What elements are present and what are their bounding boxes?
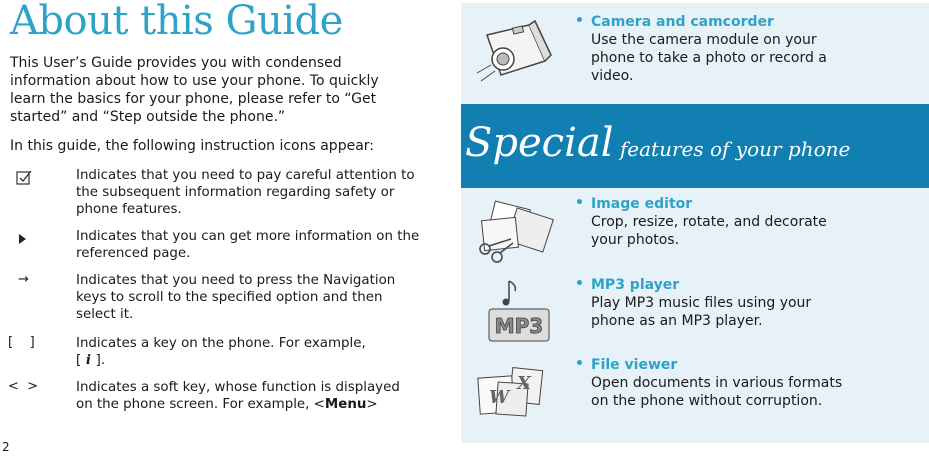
svg-text:W: W — [489, 387, 510, 408]
page-number: 2 — [2, 440, 10, 454]
angle-brackets-icon: < > — [8, 379, 39, 394]
feature-mp3-player — [579, 277, 859, 330]
instruction-text: Indicates that you need to press the Navigation keys to scroll to the specified option and then select it. — [76, 273, 396, 322]
right-page — [461, 3, 929, 443]
mp3-icon — [479, 277, 559, 351]
intro-paragraph: This User’s Guide provides you with condensed information about how to use your phone. To quickly learn the basics for your phone, please refer to “Get started” and “Step outside the phone.” — [10, 55, 379, 125]
feature-description: Use the camera module on your phone to take a photo or record a video. — [591, 32, 827, 84]
feature-camera — [579, 14, 859, 85]
feature-description: Play MP3 music files using your phone as an MP3 player. — [591, 295, 812, 329]
feature-description: Open documents in various formats on the phone without corruption. — [591, 375, 843, 409]
camera-icon — [473, 15, 553, 89]
info-key-icon: i — [81, 352, 96, 368]
banner-title-big: Special — [465, 120, 614, 166]
arrow-right-icon: → — [18, 272, 29, 287]
instruction-text: Indicates that you need to pay careful attention to the subsequent information regarding safety or phone features. — [76, 168, 415, 217]
intro-icons-line: In this guide, the following instruction icons appear: — [10, 138, 374, 154]
instruction-text: Indicates a key on the phone. For example, [ i ]. — [76, 336, 366, 368]
feature-name: • File viewer — [579, 357, 859, 373]
brackets-icon: [ ] — [8, 335, 35, 350]
svg-text:MP3: MP3 — [494, 314, 544, 338]
banner-title-small: features of your phone — [613, 137, 851, 161]
svg-text:X: X — [517, 373, 531, 394]
feature-image-editor — [579, 196, 859, 249]
page-title: About this Guide — [10, 0, 343, 44]
feature-name: • MP3 player — [579, 277, 859, 293]
feature-name: • Camera and camcorder — [579, 14, 859, 30]
feature-name: • Image editor — [579, 196, 859, 212]
instruction-text: Indicates a soft key, whose function is displayed on the phone screen. For example, <Menu> — [76, 380, 400, 412]
special-features-banner — [461, 104, 929, 188]
left-page — [0, 0, 455, 456]
feature-description: Crop, resize, rotate, and decorate your photos. — [591, 214, 827, 248]
file-viewer-icon — [475, 363, 555, 423]
feature-file-viewer — [579, 357, 859, 410]
instruction-text: Indicates that you can get more information on the referenced page. — [76, 229, 420, 261]
image-edit-icon — [471, 199, 561, 271]
